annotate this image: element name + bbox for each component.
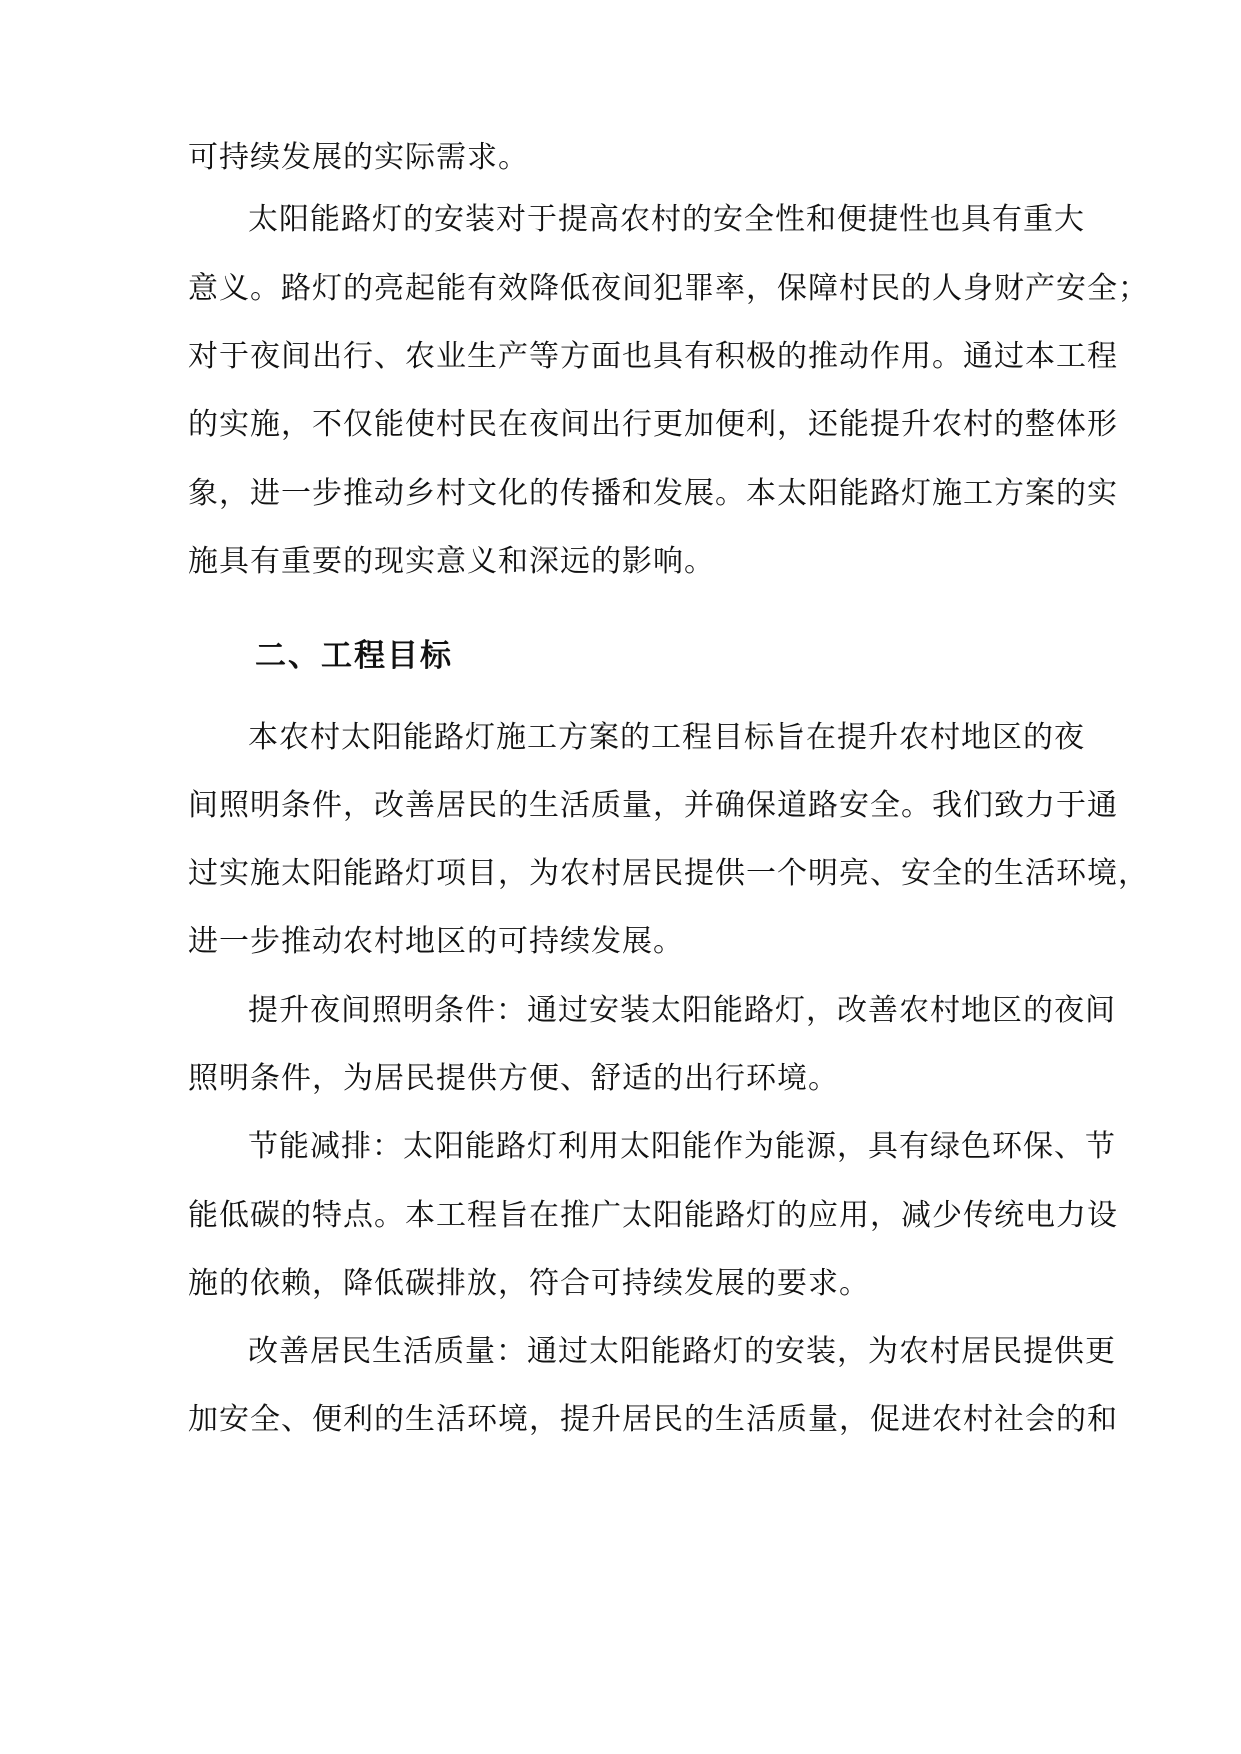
body-text-line: 对于夜间出行、农业生产等方面也具有积极的推动作用。通过本工程 [188, 339, 1118, 374]
body-text-line: 加安全、便利的生活环境，提升居民的生活质量，促进农村社会的和 [188, 1402, 1118, 1437]
body-text-line: 施的依赖，降低碳排放，符合可持续发展的要求。 [188, 1266, 870, 1301]
body-text-line: 节能减排：太阳能路灯利用太阳能作为能源，具有绿色环保、节 [248, 1129, 1116, 1164]
body-text-line: 意义。路灯的亮起能有效降低夜间犯罪率，保障村民的人身财产安全； [188, 271, 1149, 306]
body-text-line: 太阳能路灯的安装对于提高农村的安全性和便捷性也具有重大 [248, 202, 1085, 237]
body-text-line: 能低碳的特点。本工程旨在推广太阳能路灯的应用，减少传统电力设 [188, 1198, 1118, 1233]
body-text-line: 象，进一步推动乡村文化的传播和发展。本太阳能路灯施工方案的实 [188, 476, 1118, 511]
body-text-line: 改善居民生活质量：通过太阳能路灯的安装，为农村居民提供更 [248, 1334, 1116, 1369]
body-text-line: 间照明条件，改善居民的生活质量，并确保道路安全。我们致力于通 [188, 788, 1118, 823]
body-text-line: 的实施，不仅能使村民在夜间出行更加便利，还能提升农村的整体形 [188, 407, 1118, 442]
body-text-line: 过实施太阳能路灯项目，为农村居民提供一个明亮、安全的生活环境， [188, 856, 1149, 891]
body-text-line: 本农村太阳能路灯施工方案的工程目标旨在提升农村地区的夜 [248, 720, 1085, 755]
body-text-line: 施具有重要的现实意义和深远的影响。 [188, 544, 715, 579]
section-heading: 二、工程目标 [255, 638, 453, 674]
body-text-line: 提升夜间照明条件：通过安装太阳能路灯，改善农村地区的夜间 [248, 993, 1116, 1028]
body-text-line: 照明条件，为居民提供方便、舒适的出行环境。 [188, 1061, 839, 1096]
body-text-line: 可持续发展的实际需求。 [188, 140, 529, 175]
body-text-line: 进一步推动农村地区的可持续发展。 [188, 924, 684, 959]
